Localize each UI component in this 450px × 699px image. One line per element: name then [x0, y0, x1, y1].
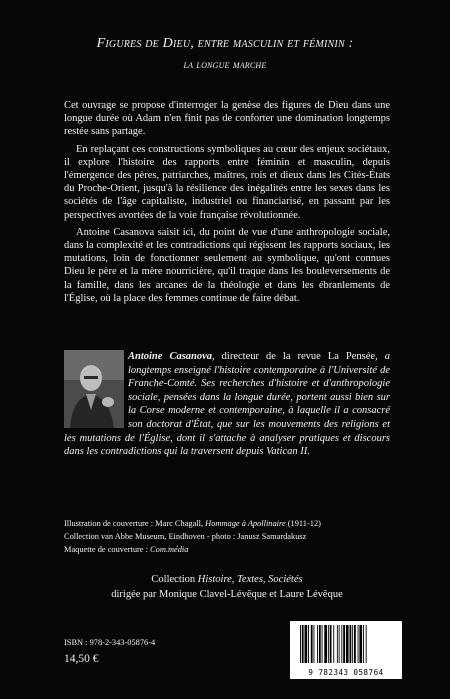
summary-paragraph-3: Antoine Casanova saisit ici, du point de vue d'une anthropologie sociale, dans la complexité et les contradictions qui régissent les rapports sociaux, les mutations, loin de fonctionner seulement au symbolique, qu'ont connues Dieu le père et la mère nourricière, qu'il traque dans les bouleversements de la famille, dans les arcanes de la théologie et dans les ébranlements de l'Église, où la place des femmes continue de faire débat.: [64, 226, 390, 304]
barcode-bar: [324, 625, 327, 663]
barcode-bar: [333, 625, 334, 663]
series-directors: dirigée par Monique Clavel-Lévêque et Laure Lévêque: [111, 588, 343, 600]
author-role: , directeur de la revue: [212, 351, 328, 362]
barcode-bar: [308, 625, 309, 663]
barcode-bar: [302, 625, 304, 663]
barcode-bar: [305, 625, 308, 663]
museum-credit: Collection van Abbe Museum, Eindhoven - photo : Janusz Samardakusz: [64, 532, 307, 542]
illustration-credit: Illustration de couverture : Marc Chagall, Hommage à Apollinaire (1911-12): [64, 519, 321, 528]
ean-barcode: [290, 621, 402, 679]
barcode-bar: [311, 625, 313, 663]
barcode-bar: [322, 625, 323, 663]
cover-credits: [64, 517, 404, 557]
price-text: 14,50 €: [64, 653, 99, 665]
barcode-bar: [343, 625, 345, 663]
barcode-bar: [337, 625, 338, 663]
barcode-bar: [366, 625, 367, 663]
summary-paragraph-1: Cet ouvrage se propose d'interroger la genèse des figures de Dieu dans une longue durée où Adam n'en finit pas de conforter une domination longtemps restée sans partage.: [64, 100, 390, 138]
barcode-bar: [330, 625, 332, 663]
barcode-bar: [352, 625, 353, 663]
layout-credit: Maquette de couverture : Com.média: [64, 545, 189, 555]
barcode-bar: [346, 625, 349, 663]
author-bio: [64, 350, 390, 459]
barcode-digits: 9 782343 058764: [308, 668, 384, 677]
barcode-bar: [358, 625, 359, 663]
barcode-bar: [300, 625, 301, 663]
summary-text: [64, 99, 390, 309]
barcode-bars: [298, 625, 394, 665]
author-name: Antoine Casanova: [128, 351, 213, 362]
author-bio-text: , a longtemps enseigné l'histoire contemporaine à l'Université de Franche-Comté. Ses recherches d'histoire et d'anthropologie sociale, pensées dans la longue durée, portent aussi bien sur la Corse moderne et contemporaine, à laquelle il a consacré son doctorat d'État, que sur les mouvements des religions et les mutations de l'Église, dont il s'attache à analyser pratiques et discours dans les contradictions qui la traversent depuis Vatican II.: [64, 351, 390, 458]
barcode-bar: [350, 625, 352, 663]
series-name: Collection Histoire, Textes, Sociétés: [151, 574, 303, 585]
book-title: Figures de Dieu, entre masculin et féminin :: [96, 36, 354, 51]
barcode-bar: [339, 625, 340, 663]
barcode-bar: [363, 625, 364, 663]
barcode-bar: [354, 625, 356, 663]
journal-name: La Pensée: [327, 351, 376, 362]
book-subtitle: la longue marche: [183, 57, 267, 71]
barcode-bar: [319, 625, 321, 663]
series-info: [64, 573, 390, 602]
barcode-bar: [328, 625, 329, 663]
barcode-bar: [359, 625, 362, 663]
isbn-text: ISBN : 978-2-343-05876-4: [64, 638, 156, 647]
barcode-bar: [317, 625, 318, 663]
barcode-bar: [314, 625, 315, 663]
summary-paragraph-2: En replaçant ces constructions symboliques au cœur des enjeux sociétaux, il explore l'histoire des rapports entre féminin et masculin, depuis l'émergence des pères, patriarches, maîtres, rois et dieux dans les Cités-États du Proche-Orient, jusqu'à la résilience des inégalités entre les sexes dans les sociétés de l'âge capitaliste, industriel ou financiarisé, en passant par les perspectives avortées de la voie française révolutionnée.: [64, 143, 390, 221]
barcode-bar: [341, 625, 342, 663]
